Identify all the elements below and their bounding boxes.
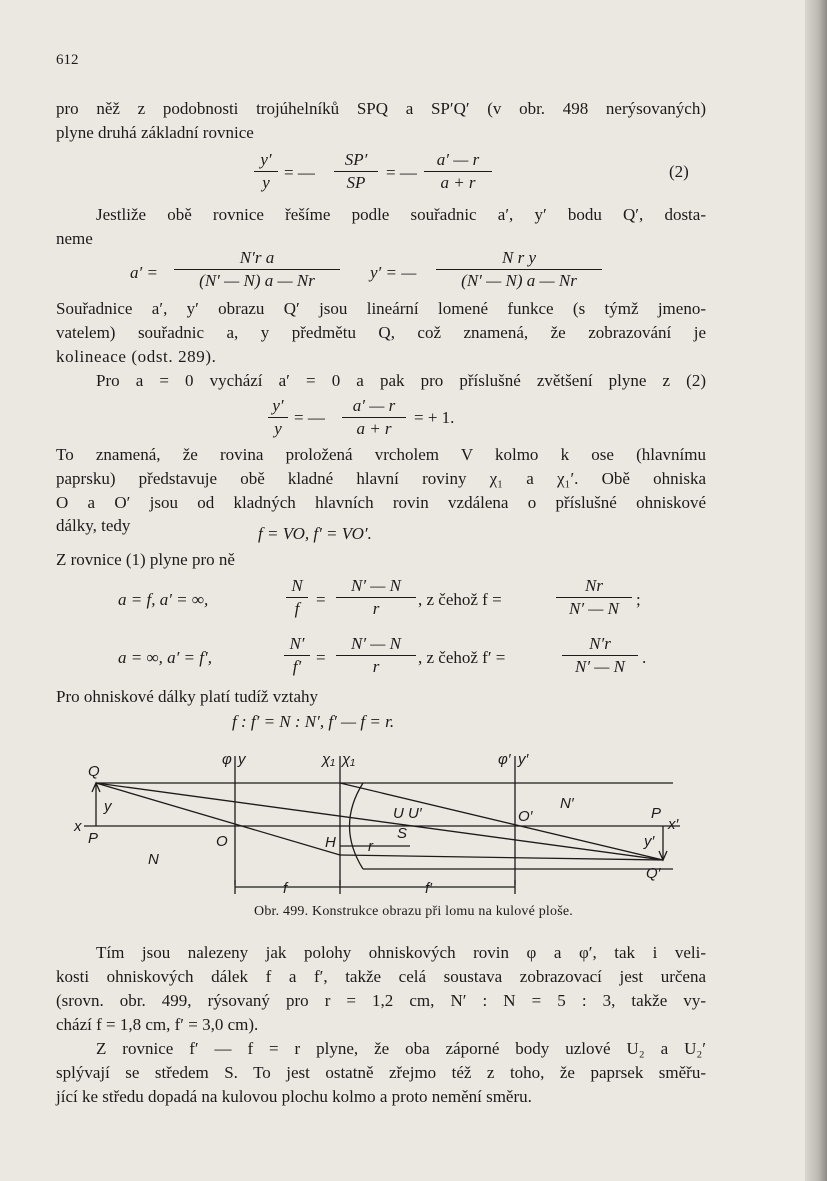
label-phi2: φ′: [498, 751, 511, 768]
page-edge-shadow: [805, 0, 827, 1181]
denominator: N′ — N: [574, 657, 625, 676]
label-y: y: [104, 798, 112, 815]
label-U2: U′: [408, 805, 422, 822]
text-line: Z rovnice f′ — f = r plyne, že oba záporné body uzlové U₂ a U₂′: [96, 1039, 706, 1058]
text-line: splývají se středem S. To jest ostatně zřejmo též z toho, že paprsek směřu-: [56, 1063, 706, 1082]
text-line: chází f = 1,8 cm, f′ = 3,0 cm).: [56, 1015, 259, 1034]
denominator: SP: [346, 173, 366, 192]
denominator: f: [294, 599, 300, 618]
denominator: y: [262, 173, 270, 192]
fraction: [268, 396, 288, 439]
figure-caption: Obr. 499. Konstrukce obrazu při lomu na kulové ploše.: [254, 904, 573, 919]
fraction: [174, 248, 340, 291]
fraction: [436, 248, 602, 291]
text: , z čehož f′ =: [418, 648, 506, 667]
text-line: dálky, tedy: [56, 516, 131, 535]
label-N2: N′: [560, 795, 574, 812]
denominator: a + r: [356, 419, 392, 438]
equals-minus: = —: [294, 408, 325, 427]
denominator: f′: [292, 657, 302, 676]
label-O: O: [216, 833, 228, 850]
equals: =: [316, 590, 326, 609]
text-line: paprsku) představuje obě kladné hlavní roviny χ₁ a χ₁′. Obě ohniska: [56, 469, 706, 488]
fraction: [336, 576, 416, 619]
text-line: Z rovnice (1) plyne pro ně: [56, 550, 235, 569]
ray-3: [340, 783, 663, 860]
text-line: To znamená, že rovina proložená vrcholem V kolmo k ose (hlavnímu: [56, 445, 706, 464]
numerator: N: [286, 576, 308, 598]
figure-499: [0, 740, 827, 904]
text-line: Souřadnice a′, y′ obrazu Q′ jsou lineární lomené funkce (s týmž jmeno-: [56, 299, 706, 318]
text-line: kosti ohniskových dálek f a f′, takže celá soustava zobrazovací jest určena: [56, 967, 706, 986]
punct: .: [642, 648, 647, 667]
equals-minus: = —: [386, 163, 417, 182]
denominator: r: [372, 599, 380, 618]
numerator: a′ — r: [424, 150, 492, 172]
denominator: N′ — N: [568, 599, 619, 618]
denominator: (N′ — N) a — Nr: [461, 271, 577, 290]
fraction: [284, 634, 310, 677]
fraction: [556, 576, 632, 619]
equation-relations: f : f′ = N : N′, f′ — f = r.: [232, 712, 395, 731]
text-line: jící ke středu dopadá na kulovou plochu kolmo a proto nemění směru.: [56, 1087, 532, 1106]
numerator: y′: [268, 396, 288, 418]
label-phi: φ: [222, 751, 232, 768]
fraction: [286, 576, 308, 619]
label-P: P: [88, 830, 99, 847]
equation-number: (2): [669, 162, 689, 181]
text-line: neme: [56, 229, 93, 248]
label-y-phi: y: [238, 751, 246, 768]
text-line: Jestliže obě rovnice řešíme podle souřadnic a′, y′ bodu Q′, dosta-: [96, 205, 706, 224]
denominator: y: [274, 419, 282, 438]
lhs: y′ = —: [370, 263, 417, 282]
denominator: (N′ — N) a — Nr: [199, 271, 315, 290]
rhs: = + 1.: [414, 408, 455, 427]
numerator: y′: [254, 150, 278, 172]
numerator: N′: [284, 634, 310, 656]
text-line: pro něž z podobnosti trojúhelníků SPQ a SP′Q′ (v obr. 498 nerýsovaných): [56, 99, 706, 118]
text-line: Pro ohniskové dálky platí tudíž vztahy: [56, 687, 319, 706]
text-line: O a O′ jsou od kladných hlavních rovin vzdálena o příslušné ohniskové: [56, 493, 706, 512]
equals: =: [316, 648, 326, 667]
label-chi: χ₁: [322, 751, 335, 768]
denominator: r: [372, 657, 380, 676]
numerator: N′ — N: [336, 576, 416, 598]
numerator: N′ — N: [336, 634, 416, 656]
fraction: [254, 150, 278, 193]
page-number: 612: [56, 52, 79, 68]
text-line: vatelem) souřadnic a, y předmětu Q, což znamená, že zobrazování je: [56, 323, 706, 342]
fraction: [562, 634, 638, 677]
label-U: U: [393, 805, 404, 822]
text-line: (srovn. obr. 499, rýsovaný pro r = 1,2 cm, N′ : N = 5 : 3, takže vy-: [56, 991, 706, 1010]
lhs: a = f, a′ = ∞,: [118, 590, 209, 609]
fraction: [336, 634, 416, 677]
label-f2: f′: [425, 880, 432, 897]
text: , z čehož f =: [418, 590, 502, 609]
label-Q2: Q′: [646, 865, 661, 882]
label-r: r: [368, 838, 373, 855]
label-y3: y′: [644, 833, 655, 850]
numerator: N′r a: [174, 248, 340, 270]
label-P2: P: [651, 805, 662, 822]
text-line: plyne druhá základní rovnice: [56, 123, 254, 142]
punct: ;: [636, 590, 641, 609]
numerator: Nr: [556, 576, 632, 598]
lhs: a = ∞, a′ = f′,: [118, 648, 212, 667]
label-O2: O′: [518, 808, 533, 825]
numerator: a′ — r: [342, 396, 406, 418]
text-line: Pro a = 0 vychází a′ = 0 a pak pro příslušné zvětšení plyne z (2): [96, 371, 706, 390]
label-x2: x′: [668, 816, 679, 833]
denominator: a + r: [440, 173, 476, 192]
label-H: H: [325, 834, 336, 851]
text-line: kolineace (odst. 289).: [56, 347, 217, 366]
equals-minus: = —: [284, 163, 315, 182]
ray-1: [96, 783, 663, 860]
fraction: [342, 396, 406, 439]
equation-focal: f = VO, f′ = VO′.: [258, 524, 372, 543]
label-Q: Q: [88, 763, 100, 780]
text-line: Tím jsou nalezeny jak polohy ohniskových rovin φ a φ′, tak i veli-: [96, 943, 706, 962]
label-y2: y′: [518, 751, 529, 768]
label-S: S: [397, 825, 408, 842]
numerator: N′r: [562, 634, 638, 656]
lhs: a′ =: [130, 263, 158, 282]
label-x: x: [74, 818, 82, 835]
label-chi2: χ₁: [342, 751, 355, 768]
numerator: SP′: [334, 150, 378, 172]
ray-2b: [340, 855, 663, 860]
fraction: [334, 150, 378, 193]
fraction: [424, 150, 492, 193]
numerator: N r y: [436, 248, 602, 270]
label-f: f: [283, 880, 288, 897]
label-N: N: [148, 851, 159, 868]
